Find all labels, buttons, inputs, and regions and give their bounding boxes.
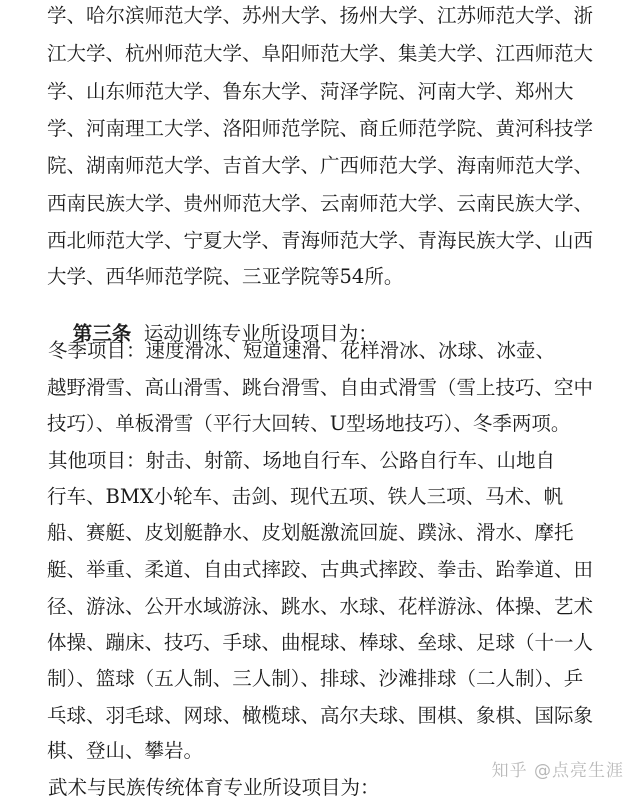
text-line: 西南民族大学、贵州师范大学、云南师范大学、云南民族大学、 <box>47 192 594 215</box>
text-line: 越野滑雪、高山滑雪、跳台滑雪、自由式滑雪（雪上技巧、空中 <box>47 376 594 399</box>
text-line: 学、河南理工大学、洛阳师范学院、商丘师范学院、黄河科技学 <box>47 117 594 140</box>
text-line: 武术与民族传统体育专业所设项目为： <box>48 776 380 799</box>
text-line: 技巧）、单板滑雪（平行大回转、U型场地技巧）、冬季两项。 <box>47 412 571 435</box>
text-line: 径、游泳、公开水域游泳、跳水、水球、花样游泳、体操、艺术 <box>47 595 594 618</box>
text-line: 制）、篮球（五人制、三人制）、排球、沙滩排球（二人制）、乒 <box>47 667 584 690</box>
text-line: 乓球、羽毛球、网球、橄榄球、高尔夫球、围棋、象棋、国际象 <box>47 704 594 727</box>
article-text: 运动训练专业所设项目为： <box>131 321 378 345</box>
text-line: 棋、登山、攀岩。 <box>47 739 204 762</box>
text-line: 艇、举重、柔道、自由式摔跤、古典式摔跤、拳击、跆拳道、田 <box>47 558 594 581</box>
zhihu-watermark: 知乎 @点亮生涯 <box>491 761 624 781</box>
text-line: 船、赛艇、皮划艇静水、皮划艇激流回旋、蹼泳、滑水、摩托 <box>47 521 574 544</box>
text-line: 体操、蹦床、技巧、手球、曲棍球、棒球、垒球、足球（十一人 <box>47 631 594 654</box>
text-line: 院、湖南师范大学、吉首大学、广西师范大学、海南师范大学、 <box>47 154 594 177</box>
text-line: 西北师范大学、宁夏大学、青海师范大学、青海民族大学、山西 <box>47 229 594 252</box>
text-line: 学、山东师范大学、鲁东大学、菏泽学院、河南大学、郑州大 <box>47 80 574 103</box>
text-line: 江大学、杭州师范大学、阜阳师范大学、集美大学、江西师范大 <box>47 42 594 65</box>
text-line: 其他项目：射击、射箭、场地自行车、公路自行车、山地自 <box>48 449 556 472</box>
text-line: 行车、BMX小轮车、击剑、现代五项、铁人三项、马术、帆 <box>47 485 564 508</box>
text-line: 学、哈尔滨师范大学、苏州大学、扬州大学、江苏师范大学、浙 <box>47 4 594 27</box>
text-line: 冬季项目：速度滑冰、短道速滑、花样滑冰、冰球、冰壶、 <box>48 339 556 362</box>
text-line: 大学、西华师范学院、三亚学院等54所。 <box>47 265 404 288</box>
article-number: 第三条 <box>72 321 132 345</box>
